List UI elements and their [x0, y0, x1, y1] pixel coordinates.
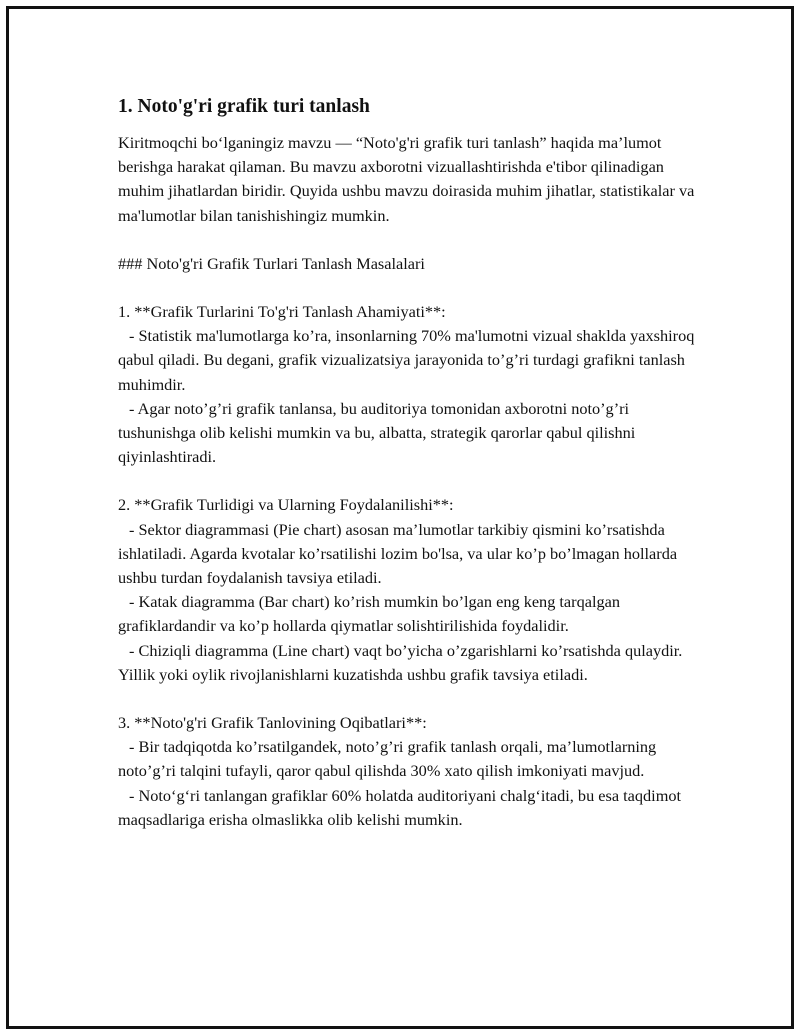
section-3	[118, 711, 698, 832]
section-title: 2. **Grafik Turlidigi va Ularning Foydalanilishi**:	[118, 495, 454, 515]
section-title: 3. **Noto'g'ri Grafik Tanlovining Oqibatlari**:	[118, 713, 427, 733]
document-title: 1. Noto'g'ri grafik turi tanlash	[118, 96, 370, 117]
section-heading: ### Noto'g'ri Grafik Turlari Tanlash Masalalari	[118, 253, 425, 273]
section-title: 1. **Grafik Turlarini To'g'ri Tanlash Ahamiyati**:	[118, 302, 446, 322]
bullet-item: - Sektor diagrammasi (Pie chart) asosan ma’lumotlar tarkibiy qismini ko’rsatishda ishlatiladi. Agarda kvotalar ko’rsatilishi lozim bo'lsa, va ular ko’p bo’lmagan hollarda ushbu turdan foydalanish tavsiya etiladi.	[118, 519, 678, 588]
bullet-item: - Statistik ma'lumotlarga ko’ra, insonlarning 70% ma'lumotni vizual shaklda yaxshiroq qabul qiladi. Bu degani, grafik vizualizatsiya jarayonida to’g’ri turdagi grafikni tanlash muhimdir.	[118, 326, 695, 394]
intro-paragraph: Kiritmoqchi bo‘lganingiz mavzu — “Noto'g'ri grafik turi tanlash” haqida ma’lumot berishga harakat qilaman. Bu mavzu axborotni vizuallashtirishda e'tibor qilinadigan muhim jihatlardan biridir. Quyida ushbu mavzu doirasida muhim jihatlar, statistikalar va ma'lumotlar bilan tanishishingiz mumkin.	[118, 133, 695, 225]
bullet-item: - Agar noto’g’ri grafik tanlansa, bu auditoriya tomonidan axborotni noto’g’ri tushunishga olib kelishi mumkin va bu, albatta, strategik qarorlar qabul qilishni qiyinlashtiradi.	[118, 398, 636, 467]
bullet-item: - Chiziqli diagramma (Line chart) vaqt bo’yicha o’zgarishlarni ko’rsatishda qulaydir. Yillik yoki oylik rivojlanishlarni kuzatishda ushbu grafik tavsiya etiladi.	[118, 640, 683, 684]
section-1	[118, 300, 698, 469]
bullet-item: - Bir tadqiqotda ko’rsatilgandek, noto’g’ri grafik tanlash orqali, ma’lumotlarning noto’g’ri talqini tufayli, qaror qabul qilishda 30% xato qilish imkoniyati mavjud.	[118, 737, 657, 781]
bullet-item: - Noto‘g‘ri tanlangan grafiklar 60% holatda auditoriyani chalg‘itadi, bu esa taqdimot maqsadlariga erisha olmaslikka olib kelishi mumkin.	[118, 785, 682, 829]
section-2	[118, 493, 698, 687]
document-body	[118, 94, 698, 832]
bullet-item: - Katak diagramma (Bar chart) ko’rish mumkin bo’lgan eng keng tarqalgan grafiklardandir va ko’p hollarda qiymatlar solishtirilishida foydalidir.	[118, 592, 620, 636]
